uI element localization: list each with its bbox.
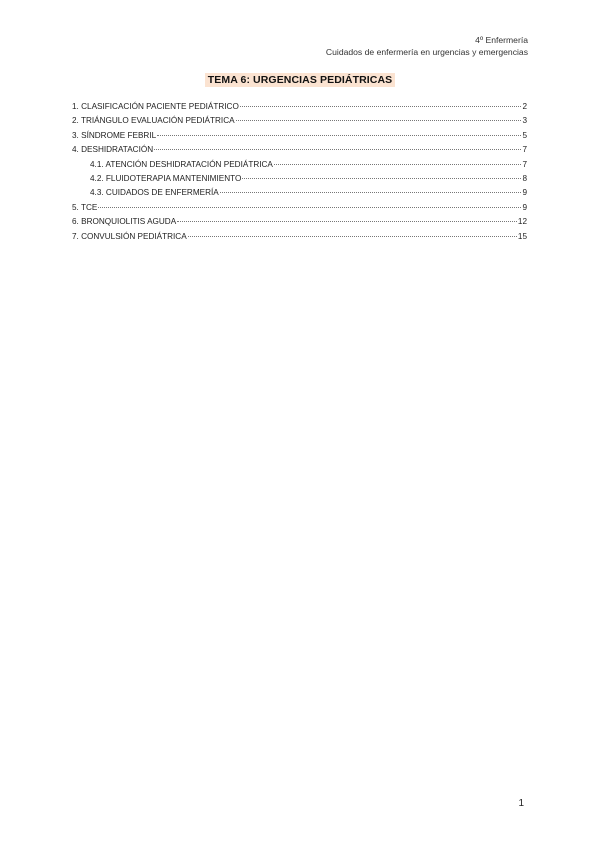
toc-dot-leader [177,221,517,222]
toc-entry-page: 9 [522,188,527,198]
toc-entry-page: 2 [522,102,527,111]
toc-entry-page: 5 [522,130,527,140]
toc-entry[interactable] [72,160,527,174]
document-title: TEMA 6: URGENCIAS PEDIÁTRICAS [205,73,396,87]
toc-entry[interactable] [72,217,527,231]
toc-entry-label: 5. TCE [72,202,98,212]
toc-entry[interactable] [72,203,527,217]
toc-entry-page: 9 [522,202,527,212]
toc-dot-leader [157,135,521,136]
toc-entry-page: 3 [522,116,527,126]
toc-entry[interactable] [72,145,527,159]
toc-entry[interactable] [72,131,527,145]
toc-dot-leader [188,236,517,237]
toc-dot-leader [242,178,521,179]
toc-entry-label: 3. SÍNDROME FEBRIL [72,130,157,140]
toc-entry-label: 6. BRONQUIOLITIS AGUDA [72,217,177,227]
header-course: 4º Enfermería [475,35,528,45]
toc-dot-leader [236,120,522,121]
toc-entry-label: 4. DESHIDRATACIÓN [72,145,154,155]
title-container [0,70,600,88]
toc-dot-leader [274,164,522,165]
toc-entry-label: 7. CONVULSIÓN PEDIÁTRICA [72,231,187,241]
toc-entry-label: 4.3. CUIDADOS DE ENFERMERÍA [90,188,219,198]
toc-entry[interactable] [72,116,527,130]
toc-dot-leader [220,192,522,193]
toc-entry[interactable] [72,102,527,116]
toc-entry-label: 4.1. ATENCIÓN DESHIDRATACIÓN PEDIÁTRICA [90,159,273,169]
page-number: 1 [518,798,524,809]
toc-entry-page: 7 [522,159,527,169]
toc-entry[interactable] [72,232,527,246]
toc-dot-leader [154,149,521,150]
toc-entry-page: 8 [522,173,527,183]
toc-entry-page: 7 [522,145,527,155]
toc-entry-label: 2. TRIÁNGULO EVALUACIÓN PEDIÁTRICA [72,116,235,126]
toc-dot-leader [98,207,521,208]
toc-dot-leader [240,106,522,107]
toc-entry-page: 15 [517,231,527,241]
toc-entry-label: 1. CLASIFICACIÓN PACIENTE PEDIÁTRICO [72,102,239,111]
toc-entry-label: 4.2. FLUIDOTERAPIA MANTENIMIENTO [90,173,242,183]
table-of-contents [72,102,527,246]
header-subject: Cuidados de enfermería en urgencias y emergencias [325,47,528,57]
toc-entry-page: 12 [517,217,527,227]
toc-entry[interactable] [72,188,527,202]
toc-entry[interactable] [72,174,527,188]
page-header [326,34,528,58]
